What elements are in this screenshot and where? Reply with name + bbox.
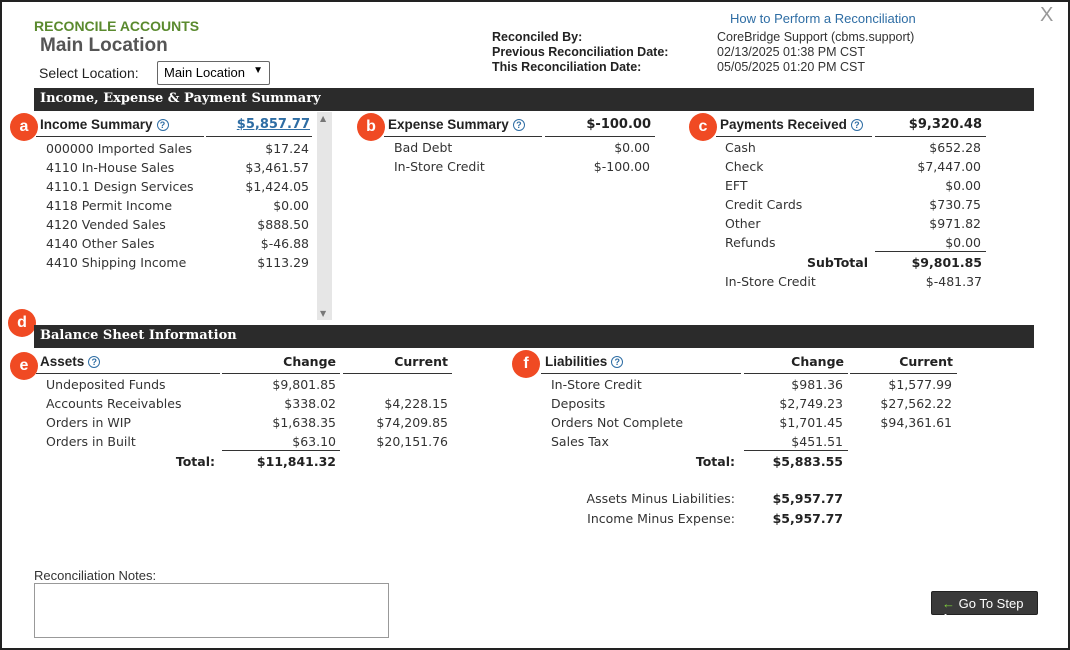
row-label: Bad Debt xyxy=(394,140,453,155)
help-icon[interactable]: ? xyxy=(851,119,863,131)
badge-f: f xyxy=(512,350,540,378)
row-label: Orders in WIP xyxy=(46,415,131,430)
row-label: Cash xyxy=(725,140,756,155)
instore-credit-value: $-481.37 xyxy=(925,274,982,289)
row-label: In-Store Credit xyxy=(551,377,642,392)
income-minus-expense-value: $5,957.77 xyxy=(772,511,843,526)
liabilities-title: Liabilities xyxy=(545,354,608,369)
assets-total-label: Total: xyxy=(175,454,215,469)
row-label: Sales Tax xyxy=(551,434,609,449)
row-value: $730.75 xyxy=(929,197,981,212)
scroll-up-icon[interactable]: ▲ xyxy=(320,114,327,123)
income-summary-heading xyxy=(40,117,169,132)
income-minus-expense-label: Income Minus Expense: xyxy=(587,511,735,526)
row-label: Deposits xyxy=(551,396,606,411)
help-icon[interactable]: ? xyxy=(513,119,525,131)
payments-title: Payments Received xyxy=(720,117,847,132)
row-label: 4118 Permit Income xyxy=(46,198,173,213)
this-date-value: 05/05/2025 01:20 PM CST xyxy=(717,60,866,74)
liabilities-current-header: Current xyxy=(899,354,953,369)
divider xyxy=(36,373,220,374)
row-value: $-46.88 xyxy=(260,236,309,251)
badge-b: b xyxy=(357,113,385,141)
row-value: $888.50 xyxy=(257,217,309,232)
row-current: $27,562.22 xyxy=(880,396,952,411)
arrow-left-icon: ← xyxy=(942,596,955,611)
payments-total: $9,320.48 xyxy=(908,117,982,132)
divider xyxy=(744,373,848,374)
row-value: $7,447.00 xyxy=(917,159,981,174)
select-location-label: Select Location: xyxy=(39,65,139,81)
row-value: $971.82 xyxy=(929,216,981,231)
expense-summary-heading xyxy=(388,117,525,132)
divider xyxy=(716,136,872,137)
liabilities-total: $5,883.55 xyxy=(772,454,843,469)
row-value: $17.24 xyxy=(265,141,309,156)
help-link[interactable]: How to Perform a Reconciliation xyxy=(730,11,916,26)
expense-summary-title: Expense Summary xyxy=(388,117,509,132)
balance-section-bar: Balance Sheet Information xyxy=(34,325,1034,348)
row-label: 4140 Other Sales xyxy=(46,236,155,251)
divider xyxy=(222,450,340,451)
income-summary-title: Income Summary xyxy=(40,117,153,132)
payments-subtotal-label: SubTotal xyxy=(807,255,868,270)
income-total-link[interactable]: $5,857.77 xyxy=(236,117,310,132)
row-current: $4,228.15 xyxy=(384,396,448,411)
go-to-step-1-button[interactable] xyxy=(931,591,1038,626)
row-change: $9,801.85 xyxy=(272,377,336,392)
location-name: Main Location xyxy=(40,35,168,56)
badge-d: d xyxy=(8,309,36,337)
row-label: 4410 Shipping Income xyxy=(46,255,187,270)
row-label: 000000 Imported Sales xyxy=(46,141,193,156)
divider xyxy=(541,373,741,374)
row-value: $1,424.05 xyxy=(245,179,309,194)
summary-section-bar: Income, Expense & Payment Summary xyxy=(34,88,1034,111)
assets-minus-liabilities-value: $5,957.77 xyxy=(772,491,843,506)
liabilities-change-header: Change xyxy=(791,354,844,369)
divider xyxy=(744,450,848,451)
divider xyxy=(343,373,452,374)
row-value: $-100.00 xyxy=(593,159,650,174)
location-select-value: Main Location xyxy=(164,65,245,80)
prev-date-value: 02/13/2025 01:38 PM CST xyxy=(717,45,866,59)
row-label: Orders in Built xyxy=(46,434,136,449)
row-change: $1,638.35 xyxy=(272,415,336,430)
row-change: $338.02 xyxy=(284,396,336,411)
expense-total: $-100.00 xyxy=(586,117,651,132)
row-label: 4110.1 Design Services xyxy=(46,179,194,194)
row-value: $0.00 xyxy=(273,198,309,213)
row-change: $981.36 xyxy=(791,377,843,392)
reconciled-by-label: Reconciled By: xyxy=(492,30,583,44)
row-current: $74,209.85 xyxy=(376,415,448,430)
notes-label: Reconciliation Notes: xyxy=(34,568,157,583)
badge-e: e xyxy=(10,352,38,380)
row-value: $652.28 xyxy=(929,140,981,155)
badge-c: c xyxy=(689,113,717,141)
reconciled-by-value: CoreBridge Support (cbms.support) xyxy=(717,30,915,44)
dropdown-arrow-icon: ▼ xyxy=(253,65,263,76)
instore-credit-label: In-Store Credit xyxy=(725,274,816,289)
row-value: $0.00 xyxy=(945,178,981,193)
row-label: Other xyxy=(725,216,761,231)
row-label: Accounts Receivables xyxy=(46,396,182,411)
row-label: 4120 Vended Sales xyxy=(46,217,166,232)
help-icon[interactable]: ? xyxy=(88,356,100,368)
assets-total: $11,841.32 xyxy=(256,454,336,469)
location-select[interactable] xyxy=(157,61,270,85)
divider xyxy=(875,136,986,137)
row-change: $63.10 xyxy=(292,434,336,449)
this-date-label: This Reconciliation Date: xyxy=(492,60,642,74)
scroll-down-icon[interactable]: ▼ xyxy=(320,309,327,318)
divider xyxy=(545,136,655,137)
row-value: $0.00 xyxy=(945,235,981,250)
row-value: $3,461.57 xyxy=(245,160,309,175)
close-icon[interactable]: X xyxy=(1040,4,1054,26)
assets-minus-liabilities-label: Assets Minus Liabilities: xyxy=(586,491,735,506)
row-label: Check xyxy=(725,159,764,174)
row-label: In-Store Credit xyxy=(394,159,485,174)
row-value: $113.29 xyxy=(257,255,309,270)
notes-textarea[interactable] xyxy=(34,583,389,638)
row-value: $0.00 xyxy=(614,140,650,155)
assets-current-header: Current xyxy=(394,354,448,369)
row-change: $1,701.45 xyxy=(779,415,843,430)
row-current: $94,361.61 xyxy=(880,415,952,430)
dialog-title: RECONCILE ACCOUNTS xyxy=(34,18,200,34)
liabilities-heading xyxy=(545,354,623,369)
row-label: Undeposited Funds xyxy=(46,377,166,392)
badge-a: a xyxy=(10,113,38,141)
assets-heading xyxy=(40,354,100,369)
row-current: $1,577.99 xyxy=(888,377,952,392)
divider xyxy=(875,251,986,252)
divider xyxy=(36,136,204,137)
divider xyxy=(850,373,957,374)
row-current: $20,151.76 xyxy=(376,434,448,449)
payments-subtotal: $9,801.85 xyxy=(911,255,982,270)
help-icon[interactable]: ? xyxy=(611,356,623,368)
help-icon[interactable]: ? xyxy=(157,119,169,131)
row-label: EFT xyxy=(725,178,748,193)
divider xyxy=(206,136,312,137)
assets-title: Assets xyxy=(40,354,85,369)
divider xyxy=(384,136,542,137)
row-label: Refunds xyxy=(725,235,776,250)
row-label: 4110 In-House Sales xyxy=(46,160,175,175)
assets-change-header: Change xyxy=(283,354,336,369)
prev-date-label: Previous Reconciliation Date: xyxy=(492,45,669,59)
payments-heading xyxy=(720,117,863,132)
liabilities-total-label: Total: xyxy=(695,454,735,469)
row-change: $451.51 xyxy=(791,434,843,449)
row-change: $2,749.23 xyxy=(779,396,843,411)
row-label: Credit Cards xyxy=(725,197,803,212)
income-scrollbar[interactable] xyxy=(317,112,332,320)
row-label: Orders Not Complete xyxy=(551,415,684,430)
divider xyxy=(222,373,340,374)
go-to-step-1-label: Go To Step 1 xyxy=(942,596,1024,626)
